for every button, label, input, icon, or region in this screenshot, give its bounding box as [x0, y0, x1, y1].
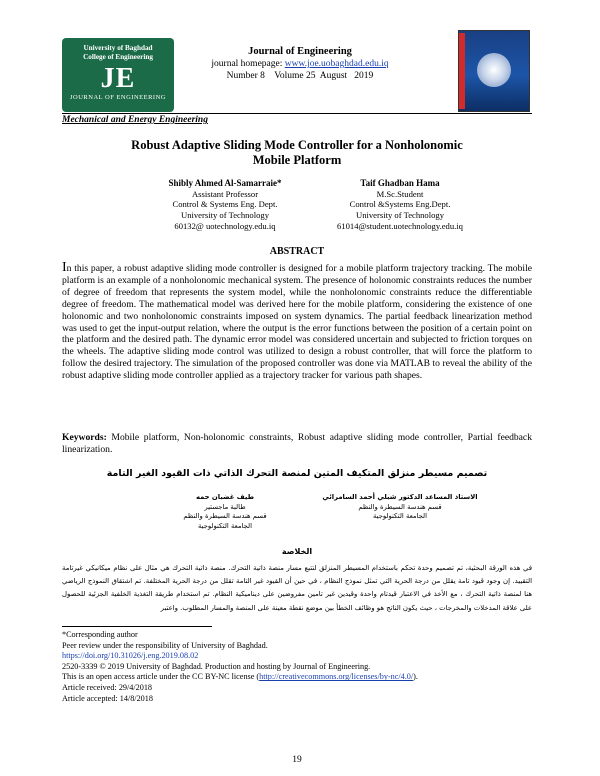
author-position: M.Sc.Student — [376, 188, 424, 199]
page-number: 19 — [292, 755, 302, 765]
keywords-text: Mobile platform, Non-holonomic constraints, Robust adaptive sliding mode controller, Partial feedback linearization. — [62, 432, 532, 455]
journal-homepage — [180, 58, 420, 70]
footnote-accepted: Article accepted: 14/8/2018 — [62, 693, 153, 703]
journal-cover-image — [458, 30, 530, 112]
arabic-abstract-heading: الخلاصة — [281, 547, 313, 556]
doi-link[interactable]: https://doi.org/10.31026/j.eng.2019.08.02 — [62, 651, 199, 661]
arabic-abstract-body: في هذه الورقة البحثية، تم تصميم وحدة تحكم باستخدام المسيطر المنزلق لتتبع مسار منصة ذاتية التحرك. منصة ذاتية التحرك هي مثال على نظام ميكانيكي غيرتامة التقييد. إن وجود قيود تامة يقلل من درجة الحرية التي تمثل نموذج النظام ، في حين أن القيود غير التامة تقلل من درجة الحرية المختلفة. تم اشتقاق النموذج الرياضي هنا لمنصة ذاتية التحرك ، مع الأخذ في الاعتبار قيدتام واحدة وقيدين غير تامين مفروضين على ديناميكية النظام. تم استخدام طريقة التغذية الخلفية الجزئية للحصول على علاقة المدخلات والمخرجات ، حيث يكون الناتج هو وظائف الخطأ بين موضع نقطة معينة على المنصة والمسار المطلوب. واعتبر — [62, 564, 532, 612]
author-block-2 — [300, 178, 500, 232]
abstract-heading: ABSTRACT — [269, 246, 325, 257]
homepage-label: journal homepage: — [211, 59, 283, 69]
author-name: Shibly Ahmed Al-Samarraie* — [168, 178, 282, 188]
arabic-author-position: طالبة ماجستير — [204, 502, 246, 511]
license-end: ). — [413, 672, 418, 682]
arabic-author-block-2 — [125, 493, 325, 531]
journal-logo — [62, 38, 174, 112]
footnote-corresponding: *Corresponding author — [62, 630, 138, 639]
logo-university-text — [62, 44, 174, 62]
abstract-body — [62, 260, 532, 382]
journal-info — [180, 46, 420, 82]
author-dept: Control &Systems Eng.Dept. — [349, 199, 451, 210]
footnote-license: This is an open access article under the CC BY-NC license (http://creativecommons.org/licenses/by-nc/4.0/). — [62, 672, 418, 682]
footnote-divider — [62, 626, 212, 627]
journal-title: Journal of Engineering — [248, 46, 352, 57]
arabic-title: تصميم مسيطر منزلق المتكيف المتين لمنصة التحرك الذاتي ذات القيود الغير التامة — [106, 468, 488, 479]
author-email: 60132@ uotechnology.edu.iq — [174, 220, 276, 231]
homepage-link[interactable]: www.joe.uobaghdad.edu.iq — [284, 59, 389, 69]
author-dept: Control & Systems Eng. Dept. — [172, 199, 278, 210]
license-link[interactable]: http://creativecommons.org/licenses/by-nc/4.0/ — [259, 672, 414, 682]
footnote-received: Article received: 29/4/2018 — [62, 682, 153, 692]
paper-title — [62, 138, 532, 168]
abstract-text: n this paper, a robust adaptive sliding mode controller is designed for a mobile platform trajectory tracking. The mobile platform is an example of a nonholonomic mechanical system. The presence of holonomic constraints reduces the number of degree of freedom that represents the system model, while the nonholonomic constraints reduce the differentiable degree of freedom. The mathematical model was derived here for the mobile platform, considering the existence of one holonomic and two nonholonomic constraints imposed on system dynamics. The partial feedback linearization method was used to get the input-output relation, where the output is the error functions between the position of a certain point on the platform and the desired path. The dynamic error model was considered uncertain and subjected to friction torques on the wheels. The adaptive sliding mode control was utilized to design a robust controller, that will force the platform to follow the desired trajectory. The simulation of the proposed controller was done via MATLAB to reveal the ability of the robust adaptive sliding mode controller applied as a trajectory tracker for various path shapes. — [62, 263, 532, 382]
paper-title-line1: Robust Adaptive Sliding Mode Controller for a Nonholonomic — [131, 138, 463, 152]
arabic-author-dept: قسم هندسة السيطرة والنظم — [358, 502, 442, 511]
footnotes — [62, 630, 532, 704]
abstract-drop-letter: I — [62, 260, 67, 275]
arabic-author-dept: قسم هندسة السيطرة والنظم — [183, 512, 267, 520]
cover-emblem — [477, 53, 511, 87]
author-university: University of Technology — [355, 210, 445, 221]
logo-journal-name: JOURNAL OF ENGINEERING — [70, 94, 166, 101]
arabic-author-name: طيف غضبان حمه — [195, 493, 255, 501]
footnote-peer-review: Peer review under the responsibility of University of Baghdad. — [62, 640, 268, 650]
arabic-author-university: الجامعة التكنولوجية — [373, 512, 427, 520]
section-heading: Mechanical and Energy Engineering — [62, 115, 208, 125]
logo-mark: JE — [100, 63, 136, 94]
footnote-copyright: 2520-3339 © 2019 University of Baghdad. Production and hosting by Journal of Engineering. — [62, 661, 371, 671]
logo-college: College of Engineering — [83, 53, 153, 61]
issue-line: Number 8 Volume 25 August 2019 — [226, 71, 374, 81]
author-block-1 — [125, 178, 325, 232]
author-university: University of Technology — [180, 210, 270, 221]
header-divider — [62, 113, 532, 114]
logo-university: University of Baghdad — [83, 44, 153, 52]
author-name: Taif Ghadban Hama — [360, 178, 440, 188]
cover-stripe — [459, 33, 465, 109]
keywords — [62, 432, 532, 456]
author-email: 61014@student.uotechnology.edu.iq — [337, 220, 463, 231]
arabic-author-block-1 — [300, 493, 500, 522]
arabic-author-university: الجامعة التكنولوجية — [198, 521, 252, 530]
paper-title-line2: Mobile Platform — [252, 153, 342, 167]
keywords-label: Keywords: — [62, 432, 107, 443]
arabic-author-name: الاستاذ المساعد الدكتور شبلي أحمد السامرائي — [322, 493, 478, 501]
author-position: Assistant Professor — [191, 188, 259, 199]
license-text: This is an open access article under the CC BY-NC license — [62, 672, 257, 682]
